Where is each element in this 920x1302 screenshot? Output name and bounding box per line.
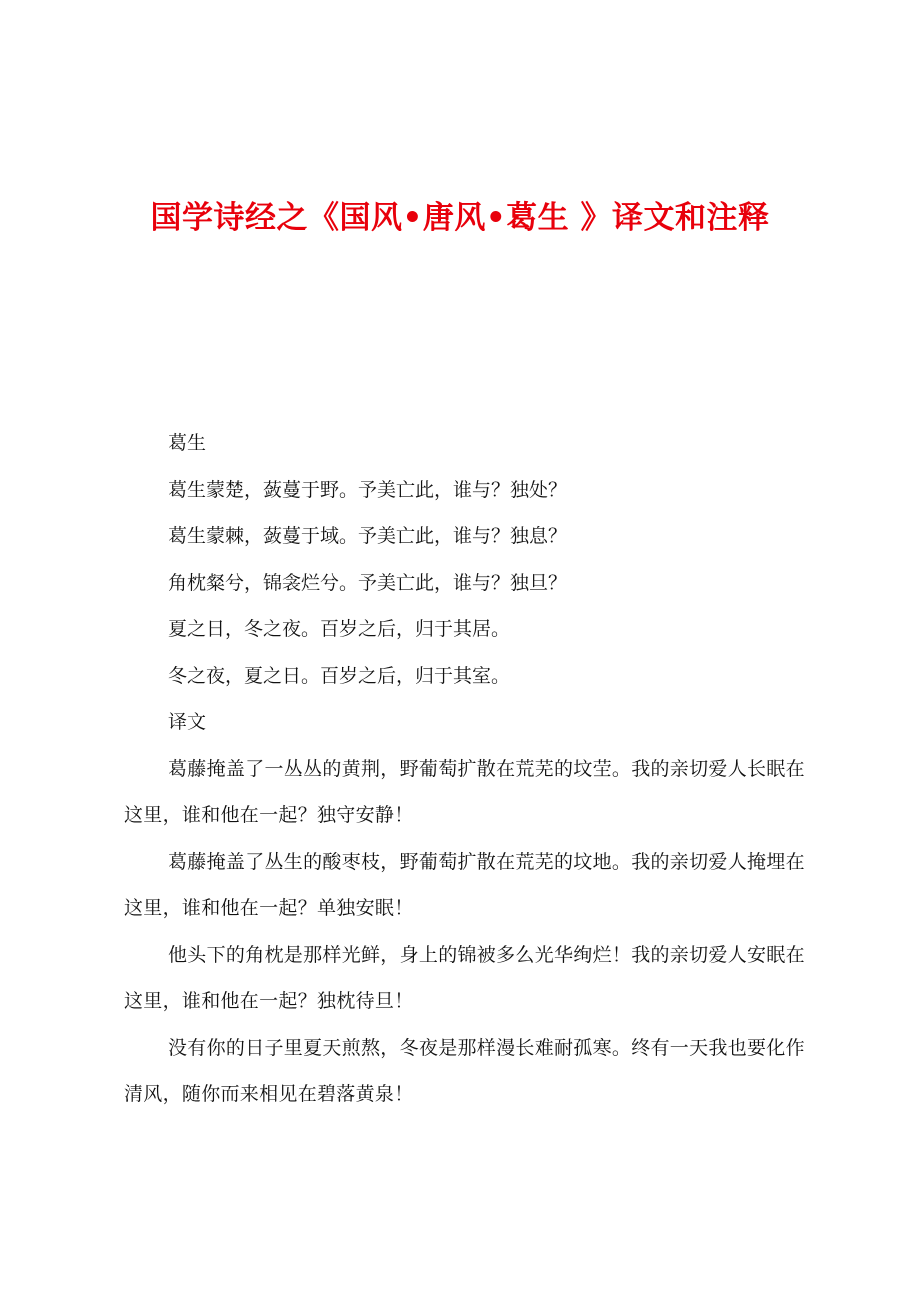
poem-heading: 葛生 xyxy=(168,432,207,454)
poem-line: 冬之夜，夏之日。百岁之后，归于其室。 xyxy=(168,664,511,687)
document-title: 国学诗经之《国风•唐风•葛生 》译文和注释 xyxy=(150,200,770,236)
poem-line: 葛生蒙棘，蔹蔓于域。予美亡此，谁与？独息？ xyxy=(168,525,568,547)
translation-heading: 译文 xyxy=(168,711,207,733)
document-body xyxy=(124,420,808,1118)
translation-paragraph: 葛藤掩盖了一丛丛的黄荆，野葡萄扩散在荒芜的坟茔。我的亲切爱人长眠在这里，谁和他在一起？独守安静！ xyxy=(124,757,805,826)
translation-paragraph: 他头下的角枕是那样光鲜，身上的锦被多么光华绚烂！我的亲切爱人安眠在这里，谁和他在一起？独枕待旦！ xyxy=(124,943,805,1012)
poem-line: 夏之日，冬之夜。百岁之后，归于其居。 xyxy=(168,618,511,640)
translation-paragraph: 葛藤掩盖了丛生的酸枣枝，野葡萄扩散在荒芜的坟地。我的亲切爱人掩埋在这里，谁和他在一起？单独安眠！ xyxy=(124,850,805,919)
poem-line: 葛生蒙楚，蔹蔓于野。予美亡此，谁与？独处？ xyxy=(168,478,568,501)
poem-line: 角枕粲兮，锦衾烂兮。予美亡此，谁与？独旦？ xyxy=(168,571,568,594)
translation-paragraph: 没有你的日子里夏天煎熬，冬夜是那样漫长难耐孤寒。终有一天我也要化作清风，随你而来相见在碧落黄泉！ xyxy=(124,1036,805,1105)
